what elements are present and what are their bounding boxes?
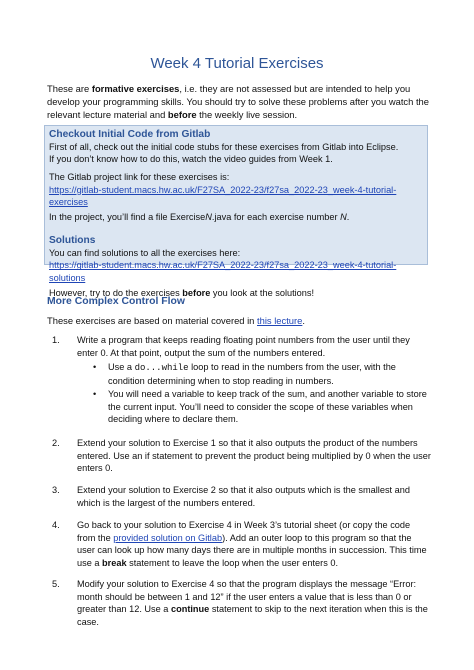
intro-bold-formative: formative exercises xyxy=(91,83,180,94)
checkout-line: The Gitlab project link for these exercises is: xyxy=(49,172,230,183)
exercise-number: 4. xyxy=(52,520,60,530)
gitlab-solutions-link[interactable]: https://gitlab-student.macs.hw.ac.uk/F27SA_2022-23/f27sa_2022-23_week-4-tutorial-solutions xyxy=(49,260,397,283)
gitlab-project-link[interactable]: https://gitlab-student.macs.hw.ac.uk/F27SA_2022-23/f27sa_2022-23_week-4-tutorial-exercises xyxy=(49,184,397,207)
bullet-icon: • xyxy=(93,362,97,372)
exercise-number: 1. xyxy=(52,335,60,345)
section-intro: These exercises are based on material covered in this lecture. xyxy=(47,315,305,326)
exercise-text: Extend your solution to Exercise 1 so that it also outputs the product of the numbers entered. Use an if statement to prevent the product being multiplied by 0 when the user enters 0. xyxy=(77,438,431,474)
exercise-text: Modify your solution to Exercise 4 so that the program displays the message “Error: month should be between 1 and 12” if the user enters a value that is less than 0 or greater than 12. Use a continue statement to skip to the next iteration when this is the case. xyxy=(77,579,428,627)
solutions-note: However, try to do the exercises before you look at the solutions! xyxy=(49,287,315,298)
intro-text: the weekly live session. xyxy=(196,109,298,120)
solutions-heading: Solutions xyxy=(49,235,96,247)
provided-solution-link[interactable]: provided solution on Gitlab xyxy=(113,532,223,543)
document-page: Week 4 Tutorial Exercises These are formative exercises, i.e. they are not assessed but are intended to help you develop your programming skills. You should try to solve these problems after you watch the relevant lecture material and before the weekly live session. Checkout Initial Code from Gitlab First of all, check out the initial code stubs for these exercises from Gitlab into Eclipse. If you don’t know how to do this, watch the video guides from Week 1. The Gitlab project link for these exercises is: https://gitlab-student.macs.hw.ac.uk/F27SA_2022-23/f27sa_2022-23_week-4-tutorial-exercises In the project, you’ll find a file ExerciseN.java for each exercise number N. Solutions You can find solutions to all the exercises here: https://gitlab-student.macs.hw.ac.uk/F27SA_2022-23/f27sa_2022-23_week-4-tutorial-solutions However, try to do the exercises before you look at the solutions! More Complex Control Flow These exercises are based on material covered in this lecture. 1. Write a program that keeps reading floating point numbers from the user until they enter 0. At that point, output the sum of the numbers entered. • Use a do...while loop to read in the numbers from the user, with the condition determining when to stop reading in numbers. • You will need a variable to keep track of the sum, and another variable to store the current input. You’ll need to consider the scope of these variables when deciding where to declare them. 2. Extend your solution to Exercise 1 so that it also outputs the product of the numbers entered. Use an if statement to prevent the product being multiplied by 0 when the user enters 0. 3. Extend your solution to Exercise 2 so that it also outputs which is the smallest and which is the largest of the numbers entered. 4. Go back to your solution to Exercise 4 in Week 3’s tutorial sheet (or copy the code from the provided solution on Gitlab). Add an outer loop to this program so that the user can look up how many days there are in multiple months in succession. This time use a break statement to leave the loop when the user enters 0. 5. Modify your solution to Exercise 4 so that the program displays the message “Error: month should be between 1 and 12” if the user enters a value that is less than 0 or greater than 12. Use a continue statement to skip to the next iteration when this is the case. xyxy=(0,0,474,670)
bullet-icon: • xyxy=(93,389,97,399)
checkout-heading: Checkout Initial Code from Gitlab xyxy=(49,129,211,140)
info-box xyxy=(44,125,428,298)
section-heading: More Complex Control Flow xyxy=(47,296,185,307)
intro-text: These are xyxy=(47,83,92,94)
code-snippet: do...while xyxy=(134,363,189,373)
exercise-number: 3. xyxy=(52,485,60,495)
exercise-number: 5. xyxy=(52,579,60,589)
checkout-line: First of all, check out the initial code stubs for these exercises from Gitlab into Eclipse. xyxy=(49,142,399,152)
exercise-number: 2. xyxy=(52,438,60,448)
intro-text: , i.e. they are not assessed but are intended to help you develop your programming skills. You should try to solve these problems after you watch the relevant lecture material and xyxy=(47,83,429,120)
exercise-text: Write a program that keeps reading floating point numbers from the user until they enter 0. At that point, output the sum of the numbers entered. xyxy=(77,335,410,358)
lecture-link[interactable]: this lecture xyxy=(257,315,303,326)
checkout-file-line: In the project, you’ll find a file ExerciseN.java for each exercise number N. xyxy=(49,212,350,223)
intro-paragraph xyxy=(47,82,431,121)
solutions-line: You can find solutions to all the exercises here: xyxy=(49,248,241,259)
exercise-text: Extend your solution to Exercise 2 so that it also outputs which is the smallest and which is the largest of the numbers entered. xyxy=(77,485,410,508)
exercise-text: Go back to your solution to Exercise 4 in Week 3’s tutorial sheet (or copy the code from the provided solution on Gitlab). Add an outer loop to this program so that the user can look up how many days there are in multiple months in succession. This time use a break statement to leave the loop when the user enters 0. xyxy=(77,520,427,568)
intro-bold-before: before xyxy=(167,109,197,120)
page-title: Week 4 Tutorial Exercises xyxy=(150,55,324,72)
checkout-line: If you don’t know how to do this, watch the video guides from Week 1. xyxy=(49,154,333,165)
